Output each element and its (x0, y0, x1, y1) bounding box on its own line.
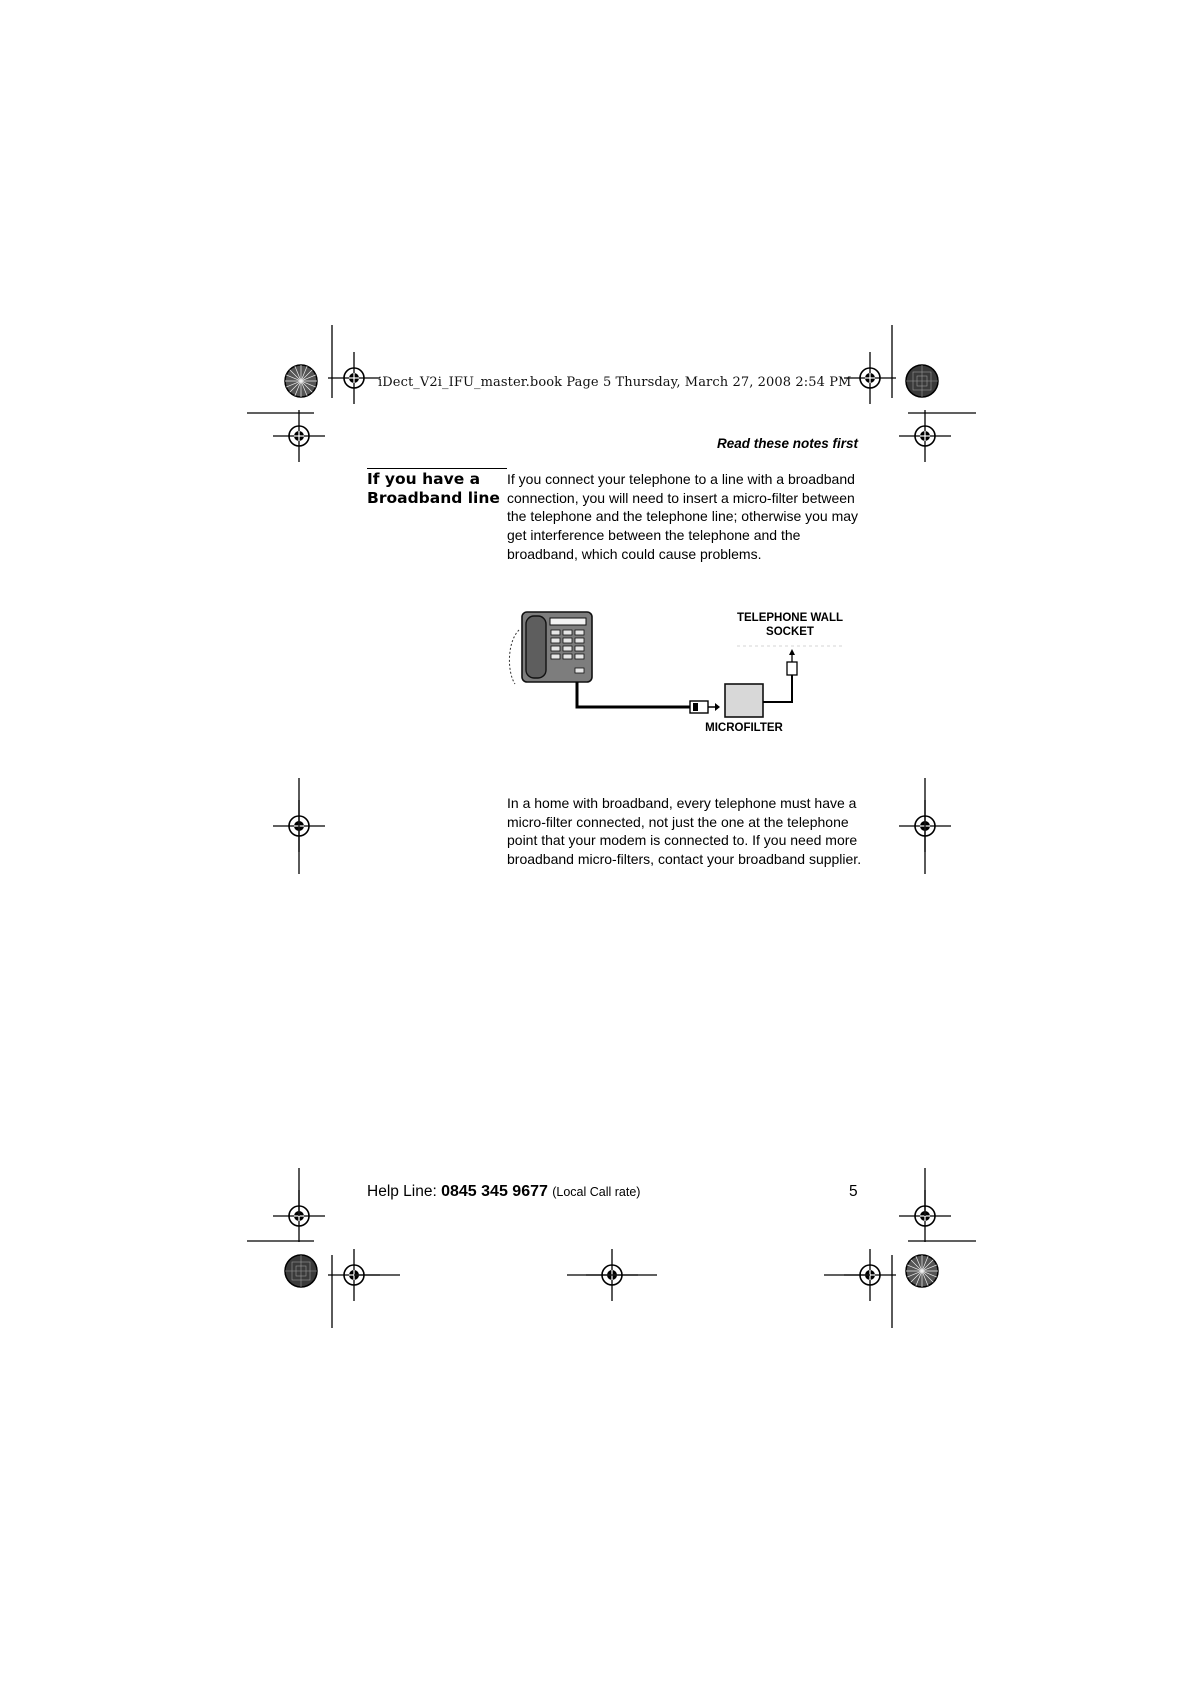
broadband-paragraph: In a home with broadband, every telephone must have a micro-filter connected, not just the one at the telephone point that your modem is connected to. If you need more broadband micro-filters, contact your broadband supplier. (507, 795, 862, 868)
help-line-label: Help Line: (367, 1183, 442, 1200)
page-number: 5 (849, 1183, 858, 1200)
help-line-footer (367, 1183, 640, 1201)
socket-cable (763, 674, 792, 702)
phone-cable (577, 682, 690, 707)
plug-icon (690, 701, 720, 713)
microfilter-icon (725, 684, 763, 717)
section-heading-line-1: If you have a (367, 470, 481, 488)
call-rate-note: (Local Call rate) (552, 1185, 641, 1199)
socket-label-line-1: TELEPHONE WALL (736, 612, 844, 624)
socket-label-line-2: SOCKET (766, 626, 814, 638)
microfilter-connection-diagram (505, 602, 865, 740)
handset-cord (509, 630, 519, 684)
running-header: Read these notes first (716, 436, 858, 451)
help-line-number: 0845 345 9677 (441, 1183, 548, 1200)
section-heading (367, 470, 507, 508)
intro-paragraph: If you connect your telephone to a line with a broadband connection, you will need to insert a micro-filter between the telephone and the telephone line; otherwise you may get interference between the telephone and the broadband, which could cause problems. (507, 471, 859, 562)
print-slug-line: iDect_V2i_IFU_master.book Page 5 Thursday, March 27, 2008 2:54 PM (378, 375, 852, 390)
wall-socket-plug-icon (787, 649, 797, 675)
section-heading-line-2: Broadband line (367, 489, 500, 507)
telephone-icon (522, 612, 592, 682)
microfilter-label: MICROFILTER (705, 722, 783, 734)
side-heading-rule (367, 468, 507, 469)
